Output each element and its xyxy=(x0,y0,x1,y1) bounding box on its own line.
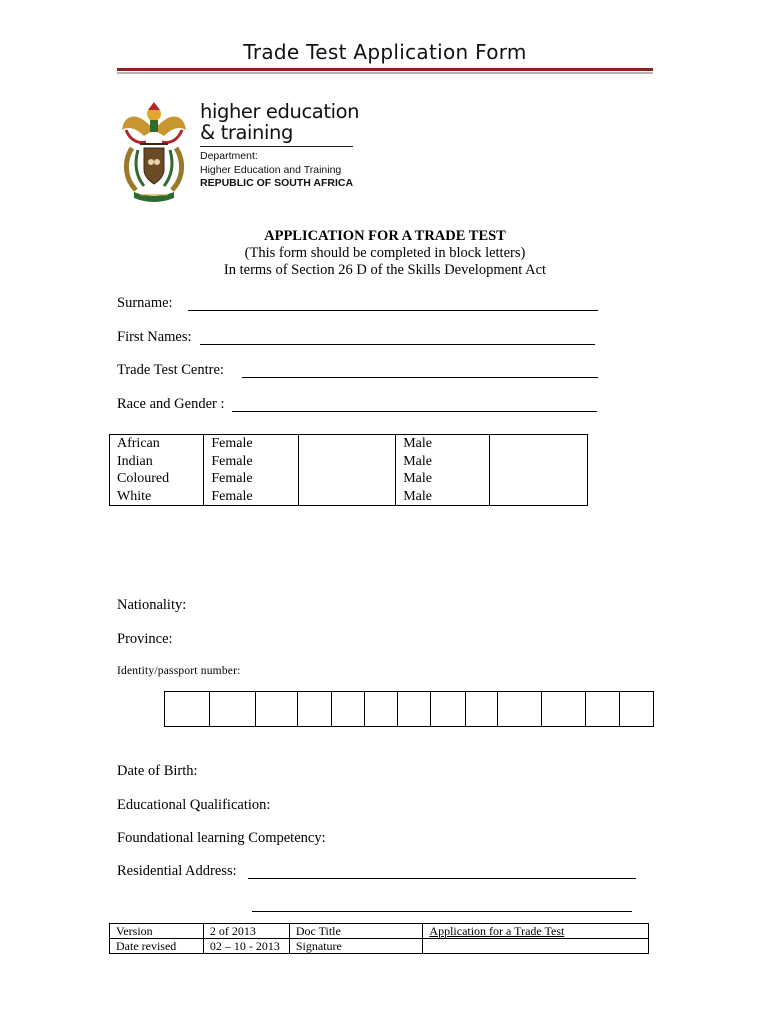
female-checkbox[interactable] xyxy=(298,435,395,453)
title-rule xyxy=(117,68,653,71)
address-field-line2[interactable] xyxy=(252,911,632,912)
form-heading: APPLICATION FOR A TRADE TEST xyxy=(264,228,506,244)
address-field-line1[interactable] xyxy=(248,878,636,879)
table-row xyxy=(110,435,588,453)
id-digit-box[interactable] xyxy=(209,692,255,727)
logo-text-line1: higher education xyxy=(200,100,360,123)
version-label: Version xyxy=(110,924,204,939)
date-revised-value: 02 – 10 - 2013 xyxy=(203,939,289,954)
logo-text-line2: & training xyxy=(200,121,293,144)
male-checkbox[interactable] xyxy=(489,470,587,488)
surname-label: Surname: xyxy=(117,295,173,311)
dept-line3: REPUBLIC OF SOUTH AFRICA xyxy=(200,177,354,189)
race-gender-field[interactable] xyxy=(232,411,597,412)
id-digit-box[interactable] xyxy=(331,692,364,727)
version-value: 2 of 2013 xyxy=(203,924,289,939)
foundational-label: Foundational learning Competency: xyxy=(117,830,326,846)
male-label: Male xyxy=(396,488,489,506)
id-digit-box[interactable] xyxy=(365,692,398,727)
coat-of-arms-icon xyxy=(118,100,190,204)
race-cell: Coloured xyxy=(110,470,204,488)
document-control-table xyxy=(109,923,649,954)
form-subheading-1: (This form should be completed in block letters) xyxy=(244,245,526,261)
id-digit-box[interactable] xyxy=(619,692,653,727)
female-label: Female xyxy=(204,488,298,506)
id-digit-box[interactable] xyxy=(255,692,297,727)
signature-field[interactable] xyxy=(423,939,649,954)
male-label: Male xyxy=(396,453,489,471)
logo-divider xyxy=(200,146,353,147)
id-digit-box[interactable] xyxy=(431,692,465,727)
department-name xyxy=(200,150,353,191)
table-row xyxy=(110,924,649,939)
dept-line1: Department: xyxy=(200,150,258,162)
trade-test-centre-label: Trade Test Centre: xyxy=(117,362,224,378)
nationality-label: Nationality: xyxy=(117,597,187,613)
male-label: Male xyxy=(396,435,489,453)
id-digit-box[interactable] xyxy=(465,692,497,727)
id-digit-box[interactable] xyxy=(541,692,585,727)
date-revised-label: Date revised xyxy=(110,939,204,954)
male-checkbox[interactable] xyxy=(489,488,587,506)
identity-label: Identity/passport number: xyxy=(117,665,241,677)
title-rule-shadow xyxy=(117,72,653,74)
race-gender-label: Race and Gender : xyxy=(117,396,225,412)
id-digit-box[interactable] xyxy=(165,692,210,727)
trade-test-centre-field[interactable] xyxy=(242,377,598,378)
female-label: Female xyxy=(204,470,298,488)
id-digit-box[interactable] xyxy=(297,692,331,727)
male-checkbox[interactable] xyxy=(489,453,587,471)
surname-field[interactable] xyxy=(188,310,598,311)
race-gender-table xyxy=(109,434,588,506)
doc-title-label: Doc Title xyxy=(289,924,423,939)
form-subheading-2: In terms of Section 26 D of the Skills Development Act xyxy=(223,262,547,278)
dob-label: Date of Birth: xyxy=(117,763,198,779)
race-cell: White xyxy=(110,488,204,506)
table-row xyxy=(110,939,649,954)
signature-label: Signature xyxy=(289,939,423,954)
education-label: Educational Qualification: xyxy=(117,797,271,813)
identity-number-boxes xyxy=(164,691,654,727)
female-checkbox[interactable] xyxy=(298,488,395,506)
id-digit-box[interactable] xyxy=(497,692,541,727)
table-row xyxy=(110,453,588,471)
document-title: Trade Test Application Form xyxy=(243,40,527,64)
female-checkbox[interactable] xyxy=(298,470,395,488)
male-label: Male xyxy=(396,470,489,488)
female-label: Female xyxy=(204,453,298,471)
race-cell: African xyxy=(110,435,204,453)
id-digit-box[interactable] xyxy=(585,692,619,727)
id-digit-box[interactable] xyxy=(398,692,431,727)
address-label: Residential Address: xyxy=(117,863,237,879)
table-row xyxy=(110,470,588,488)
dept-line2: Higher Education and Training xyxy=(200,163,342,176)
table-row xyxy=(110,488,588,506)
female-checkbox[interactable] xyxy=(298,453,395,471)
race-cell: Indian xyxy=(110,453,204,471)
male-checkbox[interactable] xyxy=(489,435,587,453)
female-label: Female xyxy=(204,435,298,453)
first-names-field[interactable] xyxy=(200,344,595,345)
first-names-label: First Names: xyxy=(117,329,192,345)
province-label: Province: xyxy=(117,631,173,647)
doc-title-value: Application for a Trade Test xyxy=(423,924,649,939)
